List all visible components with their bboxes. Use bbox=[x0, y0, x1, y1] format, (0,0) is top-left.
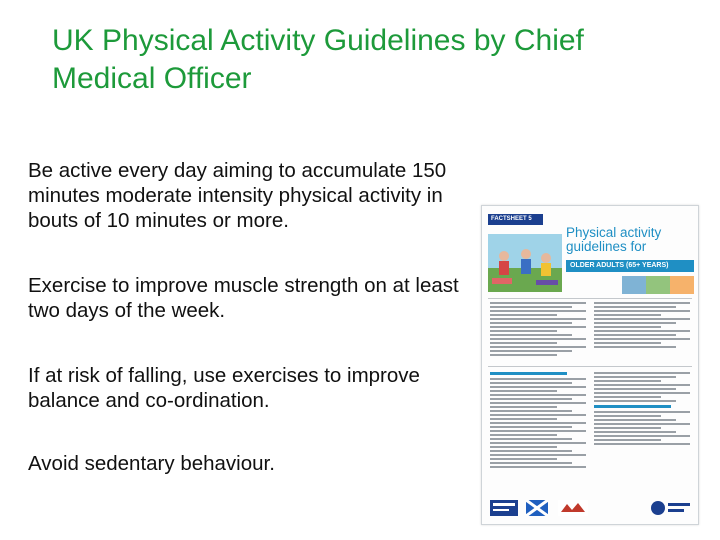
factsheet-thumbnail bbox=[481, 205, 699, 525]
divider bbox=[488, 366, 692, 367]
divider bbox=[488, 298, 692, 299]
factsheet-text-block bbox=[490, 372, 586, 470]
factsheet-label: FACTSHEET 5 bbox=[488, 214, 543, 225]
department-of-health-logo-icon bbox=[650, 499, 692, 517]
guideline-item: Be active every day aiming to accumulate 150 minutes moderate intensity physical activity in bouts of 10 minutes or more. bbox=[28, 159, 447, 232]
exercise-photo-icon bbox=[488, 234, 562, 292]
scotland-flag-icon bbox=[526, 500, 548, 516]
factsheet-title: Physical activity guidelines for bbox=[566, 225, 662, 254]
guideline-list bbox=[28, 158, 468, 516]
guideline-item: Avoid sedentary behaviour. bbox=[28, 452, 275, 475]
guideline-item: If at risk of falling, use exercises to improve balance and co-ordination. bbox=[28, 364, 420, 412]
factsheet-text-block bbox=[594, 372, 690, 447]
factsheet-text-block bbox=[490, 302, 586, 358]
slide-title: UK Physical Activity Guidelines by Chief Medical Officer bbox=[52, 24, 584, 95]
welsh-government-logo-icon bbox=[558, 500, 588, 516]
factsheet-footer bbox=[482, 496, 698, 524]
factsheet-subtitle: OLDER ADULTS (65+ YEARS) bbox=[566, 260, 694, 272]
dhssps-logo-icon bbox=[490, 500, 518, 516]
factsheet-text-block bbox=[594, 302, 690, 350]
activity-strip-icon bbox=[622, 276, 694, 294]
guideline-item: Exercise to improve muscle strength on at least two days of the week. bbox=[28, 274, 459, 322]
